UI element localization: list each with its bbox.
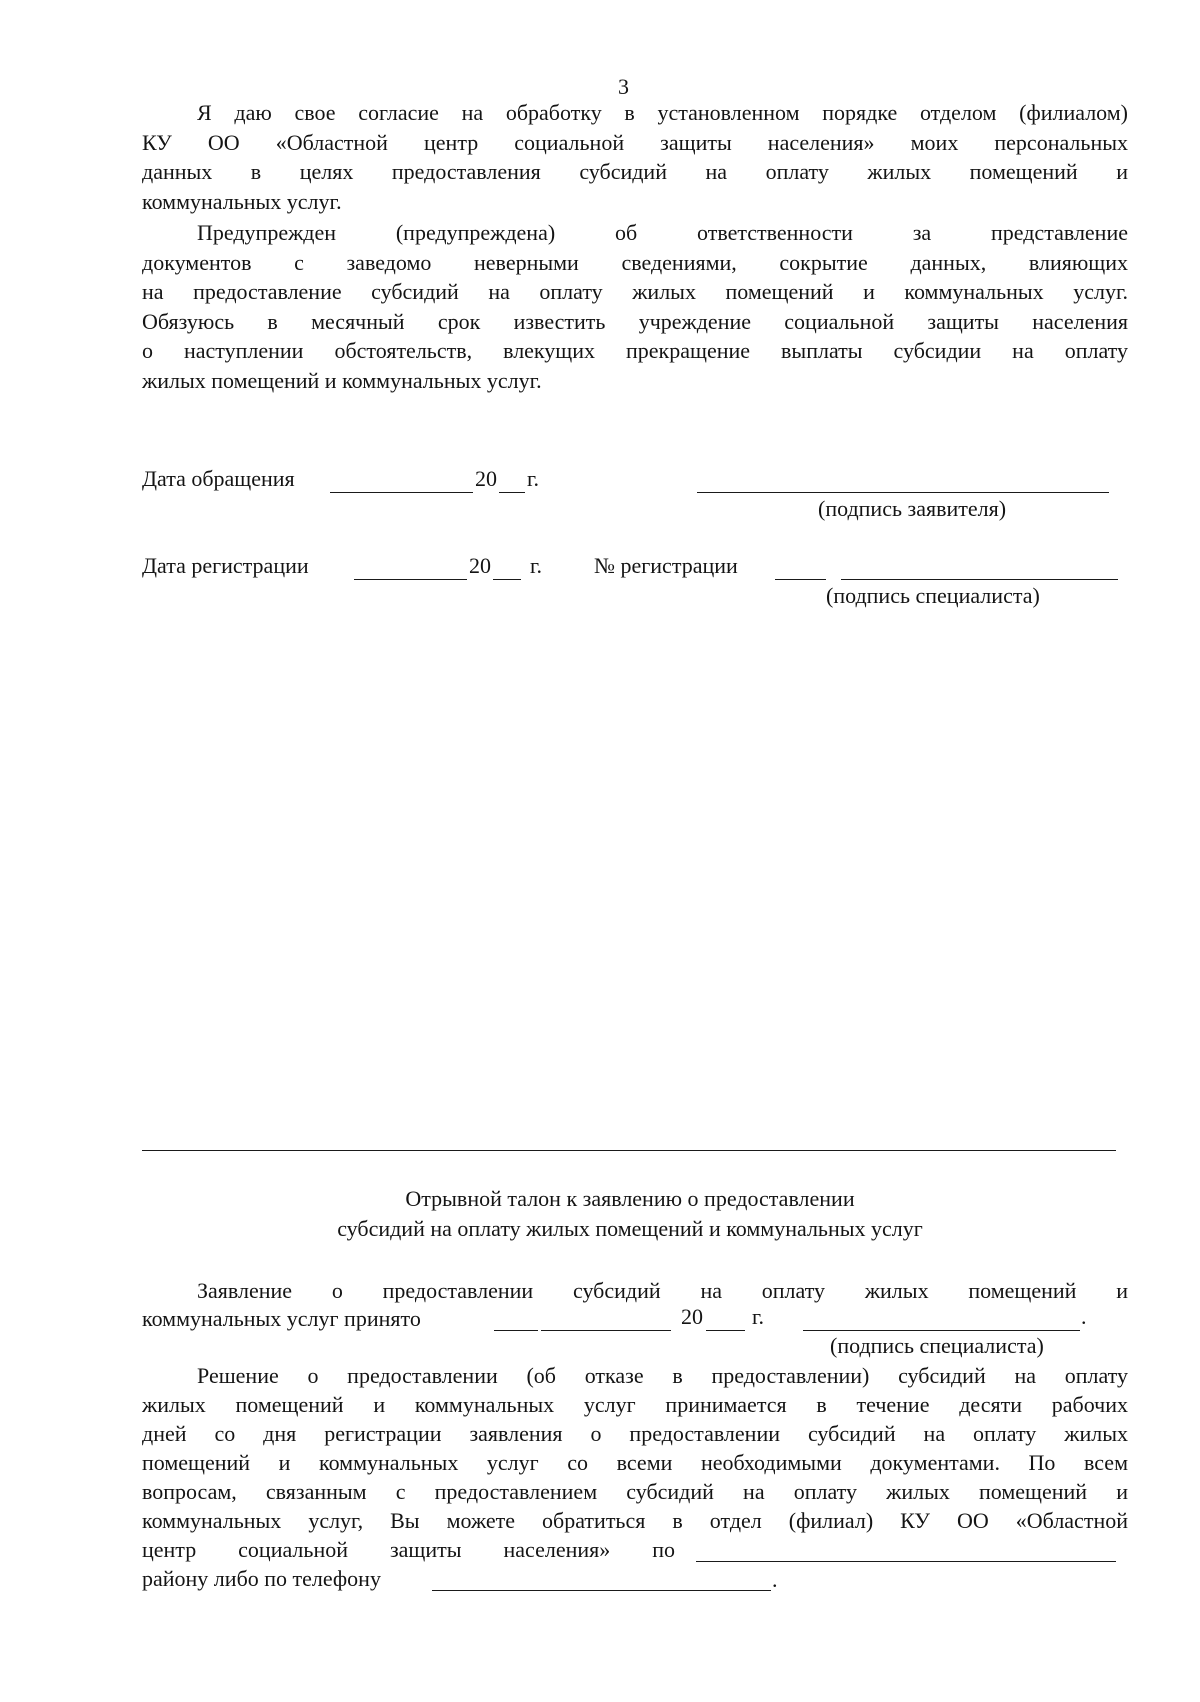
coupon-title-line-2: субсидий на оплату жилых помещений и коммунальных услуг — [337, 1216, 923, 1241]
coupon-signature-caption: (подпись специалиста) — [830, 1333, 1044, 1358]
registration-number-label: № регистрации — [594, 553, 738, 578]
application-year-prefix: 20 — [475, 466, 497, 491]
phone-field[interactable] — [432, 1590, 771, 1591]
registration-year-prefix: 20 — [469, 553, 491, 578]
warning-line-6: жилых помещений и коммунальных услуг. — [142, 367, 542, 393]
coupon-title-line-1: Отрывной талон к заявлению о предоставлении — [405, 1186, 855, 1211]
specialist-signature-field[interactable] — [841, 579, 1118, 580]
tear-off-line — [142, 1150, 1116, 1151]
application-year-suffix: г. — [527, 466, 540, 491]
warning-line-5: о наступлении обстоятельств, влекущих прекращение выплаты субсидии на оплату — [142, 338, 1128, 363]
registration-year-suffix: г. — [530, 553, 543, 578]
coupon-signature-field[interactable] — [803, 1330, 1080, 1331]
coupon-year-suffix: г. — [752, 1304, 765, 1329]
consent-line-2: КУ ОО «Областной центр социальной защиты населения» моих персональных — [142, 129, 1128, 155]
coupon-accepted-line-1: Заявление о предоставлении субсидий на оплату жилых помещений и — [197, 1278, 1128, 1303]
coupon-accepted-line-2: коммунальных услуг принято — [142, 1306, 421, 1331]
decision-line-1: Решение о предоставлении (об отказе в предоставлении) субсидий на оплату — [197, 1363, 1128, 1388]
page-number: 3 — [618, 74, 629, 99]
warning-line-3: на предоставление субсидий на оплату жилых помещений и коммунальных услуг. — [142, 279, 1128, 304]
registration-date-field[interactable] — [354, 579, 467, 580]
registration-number-field[interactable] — [775, 579, 826, 580]
registration-year-field[interactable] — [493, 579, 521, 580]
consent-line-3: данных в целях предоставления субсидий на оплату жилых помещений и — [142, 159, 1128, 184]
warning-line-4: Обязуюсь в месячный срок известить учреждение социальной защиты населения — [142, 308, 1128, 334]
decision-line-4: помещений и коммунальных услуг со всеми необходимыми документами. По всем — [142, 1450, 1128, 1475]
consent-line-1: Я даю свое согласие на обработку в установленном порядке отделом (филиалом) — [197, 100, 1128, 125]
phone-period: . — [772, 1567, 778, 1592]
coupon-month-field[interactable] — [541, 1330, 671, 1331]
application-date-label: Дата обращения — [142, 466, 295, 491]
coupon-period: . — [1081, 1304, 1087, 1329]
decision-line-6: коммунальных услуг, Вы можете обратиться в отдел (филиал) КУ ОО «Областной — [142, 1508, 1128, 1533]
coupon-day-field[interactable] — [494, 1330, 538, 1331]
application-year-field[interactable] — [499, 492, 525, 493]
warning-line-2: документов с заведомо неверными сведениями, сокрытие данных, влияющих — [142, 249, 1128, 275]
decision-line-7: центр социальной защиты населения» по — [142, 1537, 675, 1562]
decision-line-3: дней со дня регистрации заявления о предоставлении субсидий на оплату жилых — [142, 1421, 1128, 1446]
applicant-signature-field[interactable] — [697, 492, 1109, 493]
decision-line-2: жилых помещений и коммунальных услуг принимается в течение десяти рабочих — [142, 1392, 1128, 1417]
specialist-signature-caption: (подпись специалиста) — [826, 583, 1040, 608]
consent-line-4: коммунальных услуг. — [142, 188, 342, 214]
warning-line-1: Предупрежден (предупреждена) об ответственности за представление — [197, 220, 1128, 245]
decision-line-8: району либо по телефону — [142, 1566, 381, 1591]
decision-line-5: вопросам, связанным с предоставлением субсидий на оплату жилых помещений и — [142, 1479, 1128, 1504]
application-date-field[interactable] — [330, 492, 473, 493]
coupon-year-prefix: 20 — [681, 1304, 703, 1329]
applicant-signature-caption: (подпись заявителя) — [818, 496, 1007, 521]
coupon-year-field[interactable] — [706, 1330, 745, 1331]
registration-date-label: Дата регистрации — [142, 553, 309, 578]
district-field[interactable] — [696, 1561, 1116, 1562]
